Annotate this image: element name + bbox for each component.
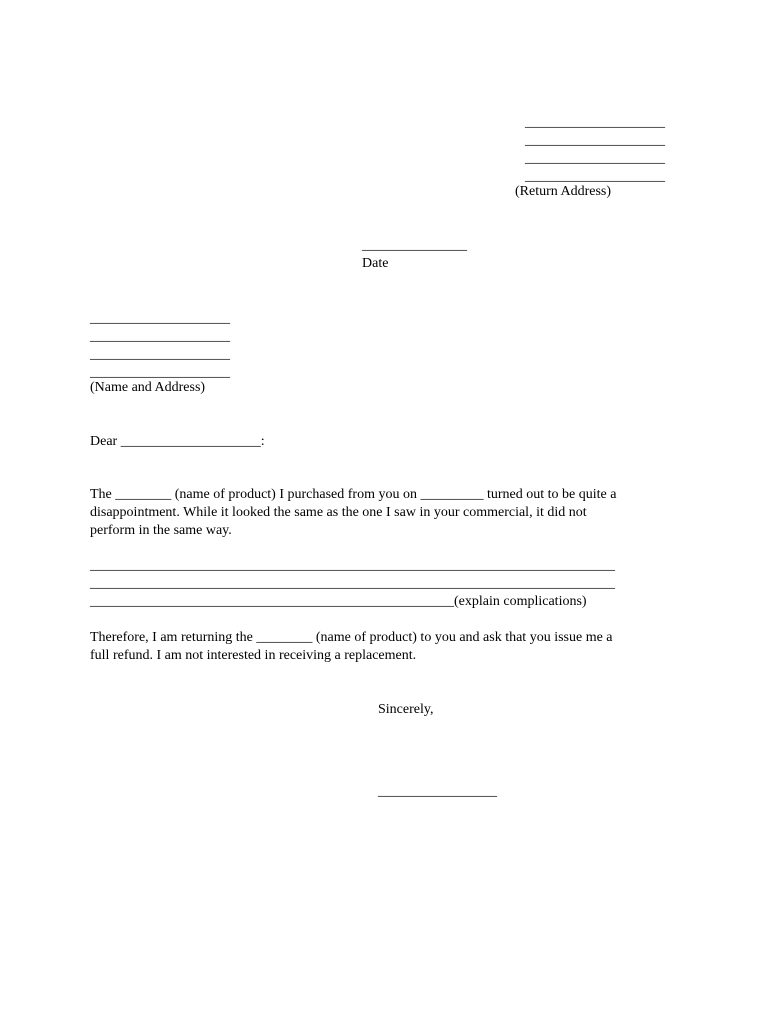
paragraph-line: Therefore, I am returning the ________ (name of product) to you and ask that you issue me a [90, 630, 613, 645]
return-address-line: ____________________ [525, 115, 665, 130]
date-line: _______________ [362, 238, 467, 253]
salutation: Dear ____________________: [90, 434, 265, 449]
recipient-line: ____________________ [90, 365, 230, 380]
signature-line: _________________ [378, 784, 497, 799]
recipient-line: ____________________ [90, 347, 230, 362]
return-address-line: ____________________ [525, 151, 665, 166]
date-label: Date [362, 256, 389, 271]
recipient-line: ____________________ [90, 329, 230, 344]
return-address-line: ____________________ [525, 169, 665, 184]
paragraph-line: disappointment. While it looked the same as the one I saw in your commercial, it did not [90, 505, 587, 520]
closing: Sincerely, [378, 702, 434, 717]
paragraph-line: full refund. I am not interested in receiving a replacement. [90, 648, 417, 663]
recipient-line: ____________________ [90, 311, 230, 326]
blank-line: ___________________________________________________________________________ [90, 576, 615, 591]
paragraph-line: The ________ (name of product) I purchased from you on _________ turned out to be quite a [90, 487, 617, 502]
explain-complications-line: ____________________________________________________(explain complications) [90, 594, 587, 609]
blank-line: ___________________________________________________________________________ [90, 558, 615, 573]
recipient-label: (Name and Address) [90, 380, 206, 395]
return-address-label: (Return Address) [515, 184, 612, 199]
paragraph-line: perform in the same way. [90, 523, 232, 538]
return-address-line: ____________________ [525, 133, 665, 148]
